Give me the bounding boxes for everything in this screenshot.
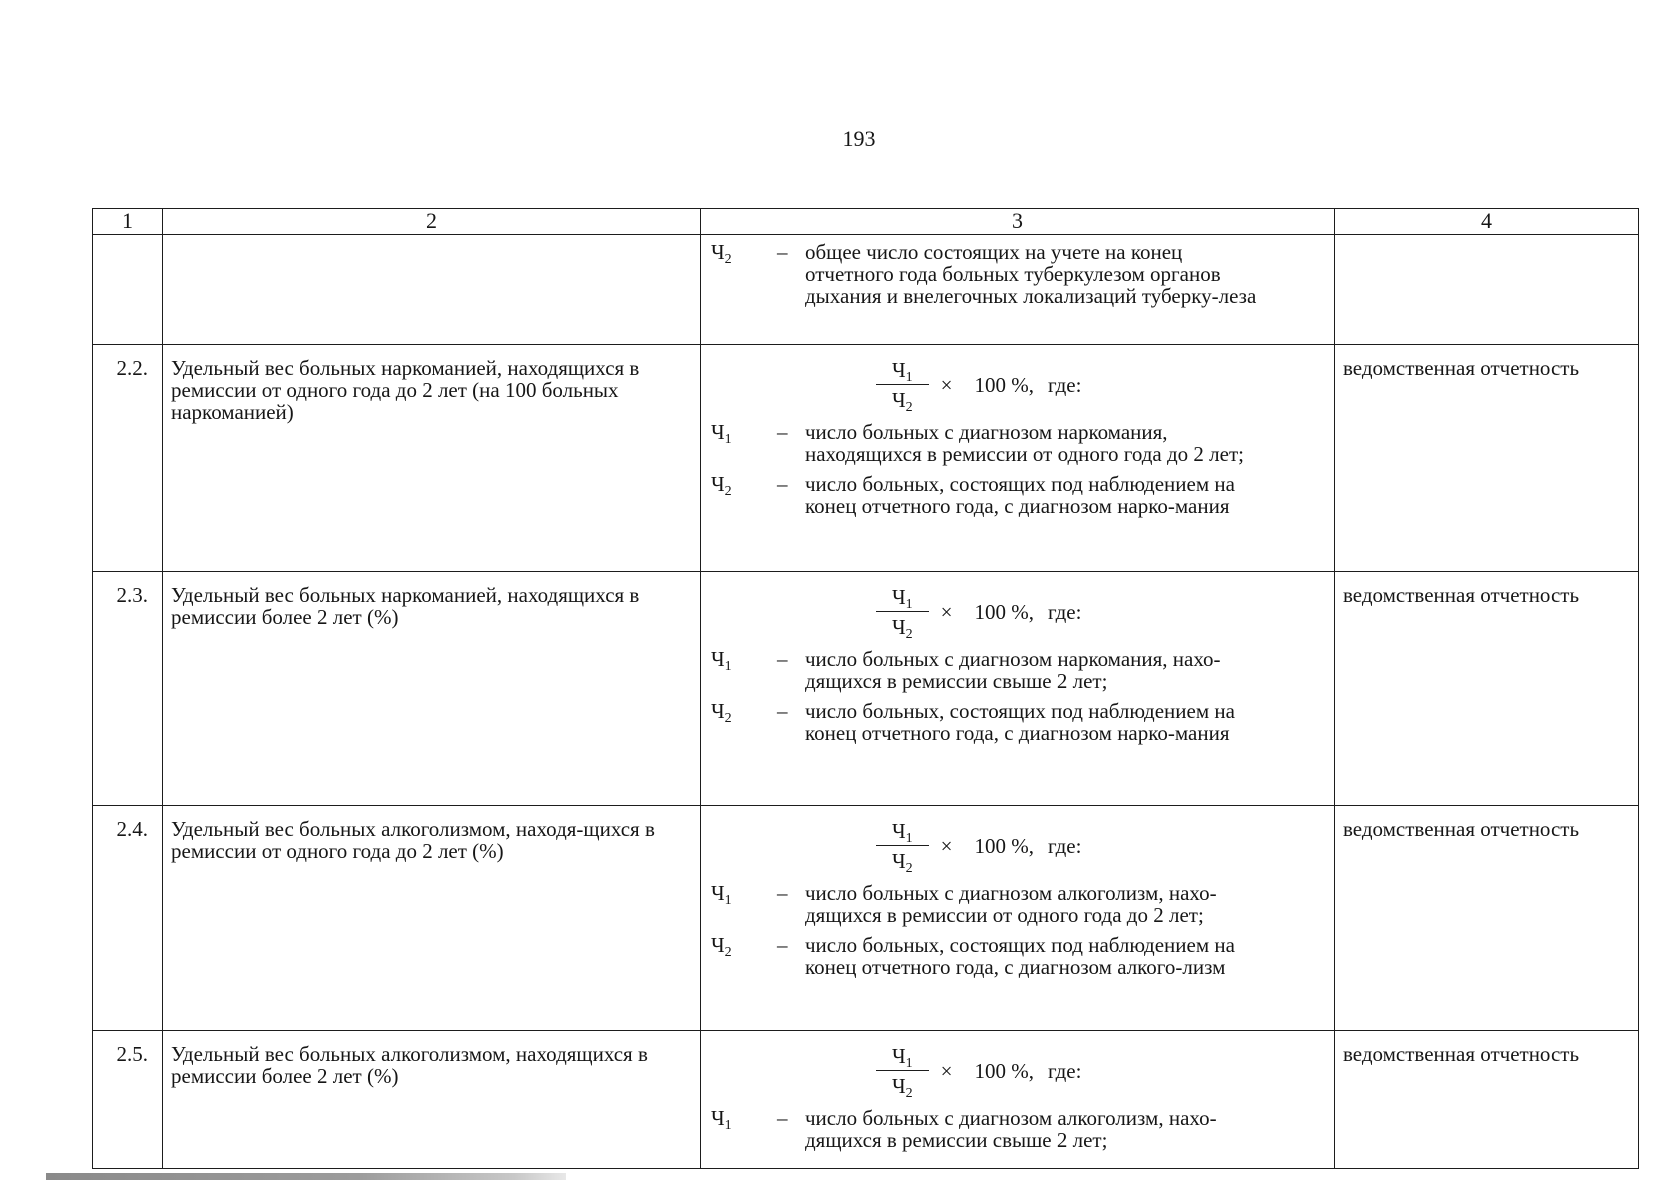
- variable-symbol: $Ч_2$: [711, 933, 732, 960]
- header-col-2: 2: [163, 209, 701, 235]
- row-number: 2.3.: [93, 572, 163, 806]
- indicator-name: Удельный вес больных наркоманией, находящихся в ремиссии более 2 лет (%): [163, 572, 701, 806]
- table-row: [93, 345, 1639, 572]
- multiply-sign: ×: [940, 834, 953, 858]
- variable-description: число больных с диагнозом алкоголизм, нахо-дящихся в ремиссии свыше 2 лет;: [805, 1106, 1217, 1152]
- indicator-name: Удельный вес больных наркоманией, находящихся в ремиссии от одного года до 2 лет (на 100 больных наркоманией): [163, 345, 701, 572]
- variable-description: число больных с диагнозом наркомания, находящихся в ремиссии от одного года до 2 лет;: [805, 420, 1244, 466]
- percent-factor: 100 %,: [974, 834, 1034, 858]
- data-source: ведомственная отчетность: [1335, 1031, 1639, 1169]
- definition-dash: –: [777, 240, 788, 264]
- data-source: [1335, 235, 1639, 345]
- table-row: [93, 572, 1639, 806]
- multiply-sign: ×: [940, 600, 953, 624]
- percentage-formula: [701, 1041, 1334, 1101]
- data-source: ведомственная отчетность: [1335, 572, 1639, 806]
- variable-symbol: $Ч_1$: [711, 420, 732, 447]
- definition-dash: –: [777, 647, 788, 671]
- data-source: ведомственная отчетность: [1335, 345, 1639, 572]
- row-number: 2.5.: [93, 1031, 163, 1169]
- calculation-method: [701, 1031, 1335, 1169]
- fraction: [876, 819, 929, 876]
- percentage-formula: [701, 816, 1334, 876]
- data-source: ведомственная отчетность: [1335, 806, 1639, 1031]
- multiply-sign: ×: [940, 373, 953, 397]
- variable-description: число больных, состоящих под наблюдением на конец отчетного года, с диагнозом нарко-мания: [805, 699, 1235, 745]
- fraction-numerator: $Ч_1$: [876, 1045, 929, 1071]
- variable-definition: [701, 700, 1334, 744]
- percentage-formula: [701, 582, 1334, 642]
- table-header-row: [93, 209, 1639, 235]
- variable-definition: [701, 473, 1334, 517]
- fraction: [876, 358, 929, 415]
- variable-definition: [701, 648, 1334, 692]
- variable-description: общее число состоящих на учете на конец отчетного года больных туберкулезом органов дыхания и внелегочных локализаций туберку-леза: [805, 240, 1257, 308]
- header-col-3: 3: [701, 209, 1335, 235]
- fraction-numerator: $Ч_1$: [876, 586, 929, 612]
- definition-dash: –: [777, 933, 788, 957]
- where-label: где:: [1048, 373, 1082, 397]
- variable-definition: [701, 241, 1334, 307]
- definition-dash: –: [777, 881, 788, 905]
- fraction-numerator: $Ч_1$: [876, 359, 929, 385]
- where-label: где:: [1048, 1059, 1082, 1083]
- variable-symbol: $Ч_2$: [711, 472, 732, 499]
- variable-definition: [701, 421, 1334, 465]
- where-label: где:: [1048, 600, 1082, 624]
- variable-definition: [701, 1107, 1334, 1151]
- definition-dash: –: [777, 472, 788, 496]
- variable-symbol: $Ч_1$: [711, 881, 732, 908]
- multiply-sign: ×: [940, 1059, 953, 1083]
- fraction-numerator: $Ч_1$: [876, 820, 929, 846]
- definition-dash: –: [777, 420, 788, 444]
- table-row-continuation: [93, 235, 1639, 345]
- fraction-denominator: $Ч_2$: [892, 615, 913, 642]
- table-row: [93, 1031, 1639, 1169]
- percent-factor: 100 %,: [974, 373, 1034, 397]
- calculation-method: [701, 806, 1335, 1031]
- indicator-name: Удельный вес больных алкоголизмом, находя-щихся в ремиссии от одного года до 2 лет (%): [163, 806, 701, 1031]
- variable-definition: [701, 934, 1334, 978]
- header-col-1: 1: [93, 209, 163, 235]
- variable-symbol: $Ч_1$: [711, 647, 732, 674]
- variable-symbol: $Ч_2$: [711, 240, 732, 267]
- where-label: где:: [1048, 834, 1082, 858]
- fraction-denominator: $Ч_2$: [892, 1074, 913, 1101]
- table-row: [93, 806, 1639, 1031]
- definition-dash: –: [777, 1106, 788, 1130]
- variable-description: число больных, состоящих под наблюдением на конец отчетного года, с диагнозом нарко-мания: [805, 472, 1235, 518]
- calculation-method: [701, 345, 1335, 572]
- fraction: [876, 585, 929, 642]
- percent-factor: 100 %,: [974, 600, 1034, 624]
- indicator-table: [92, 208, 1639, 1169]
- percent-factor: 100 %,: [974, 1059, 1034, 1083]
- indicator-name: [163, 235, 701, 345]
- percentage-formula: [701, 355, 1334, 415]
- fraction: [876, 1044, 929, 1101]
- fraction-denominator: $Ч_2$: [892, 388, 913, 415]
- indicator-name: Удельный вес больных алкоголизмом, находящихся в ремиссии более 2 лет (%): [163, 1031, 701, 1169]
- header-col-4: 4: [1335, 209, 1639, 235]
- scan-edge-artifact: [46, 1173, 566, 1180]
- variable-description: число больных с диагнозом алкоголизм, нахо-дящихся в ремиссии от одного года до 2 лет;: [805, 881, 1217, 927]
- row-number: 2.2.: [93, 345, 163, 572]
- calculation-method: [701, 572, 1335, 806]
- variable-definition: [701, 882, 1334, 926]
- definition-dash: –: [777, 699, 788, 723]
- variable-description: число больных с диагнозом наркомания, нахо-дящихся в ремиссии свыше 2 лет;: [805, 647, 1221, 693]
- row-number: [93, 235, 163, 345]
- variable-symbol: $Ч_1$: [711, 1106, 732, 1133]
- calculation-method: [701, 235, 1335, 345]
- variable-description: число больных, состоящих под наблюдением на конец отчетного года, с диагнозом алкого-лизм: [805, 933, 1235, 979]
- row-number: 2.4.: [93, 806, 163, 1031]
- variable-symbol: $Ч_2$: [711, 699, 732, 726]
- fraction-denominator: $Ч_2$: [892, 849, 913, 876]
- page-number: 193: [842, 126, 876, 151]
